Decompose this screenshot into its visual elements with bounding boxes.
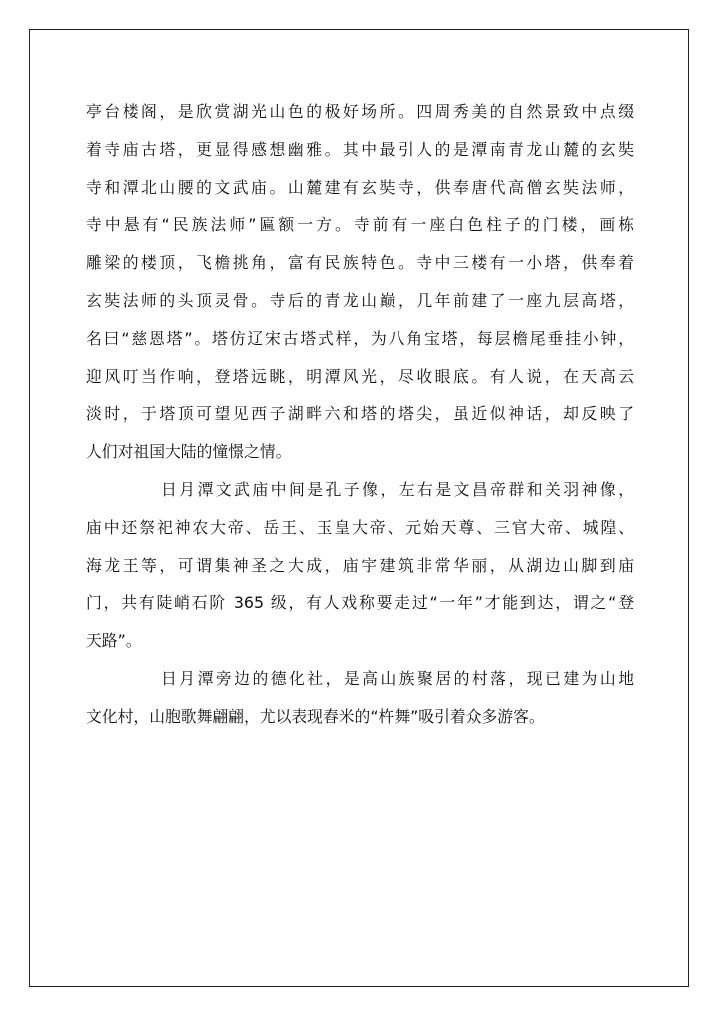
text-line: 人们对祖国大陆的憧憬之情。 (86, 442, 292, 462)
text-line: 玄奘法师的头顶灵骨。寺后的青龙山巅，几年前建了一座九层高塔， (86, 290, 634, 310)
text-line: 淡时，于塔顶可望见西子湖畔六和塔的塔尖，虽近似神话，却反映了 (86, 404, 634, 424)
text-line: 海龙王等，可谓集神圣之大成，庙宇建筑非常华丽，从湖边山脚到庙 (86, 555, 634, 575)
text-line: 亭台楼阁，是欣赏湖光山色的极好场所。四周秀美的自然景致中点缀 (86, 102, 634, 121)
paragraph-2 (86, 471, 634, 660)
text-line: 庙中还祭祀神农大帝、岳王、玉皇大帝、元始天尊、三官大帝、城隍、 (86, 517, 634, 537)
text-line: 寺中悬有“民族法师”匾额一方。寺前有一座白色柱子的门楼，画栋 (86, 215, 634, 235)
text-line: 天路”。 (86, 631, 142, 651)
text-line: 日月潭文武庙中间是孔子像，左右是文昌帝群和关羽神像， (161, 479, 634, 499)
text-line: 名曰“慈恩塔”。塔仿辽宋古塔式样，为八角宝塔，每层檐尾垂挂小钟， (86, 328, 634, 348)
text-line: 日月潭旁边的德化社，是高山族聚居的村落，现已建为山地 (161, 668, 634, 688)
text-line: 寺和潭北山腰的文武庙。山麓建有玄奘寺，供奉唐代高僧玄奘法师， (86, 177, 634, 197)
text-line: 文化村，山胞歌舞翩翩，尤以表现舂米的“杵舞”吸引着众多游客。 (86, 706, 545, 726)
document-body (86, 93, 634, 736)
paragraph-3 (86, 660, 634, 736)
paragraph-1 (86, 93, 634, 471)
text-line: 门，共有陡峭石阶 365 级，有人戏称要走过“一年”才能到达，谓之“登 (86, 593, 634, 613)
text-line: 着寺庙古塔，更显得感想幽雅。其中最引人的是潭南青龙山麓的玄奘 (86, 139, 634, 159)
text-line: 雕梁的楼顶，飞檐挑角，富有民族特色。寺中三楼有一小塔，供奉着 (86, 253, 634, 273)
text-line: 迎风叮当作响，登塔远眺，明潭风光，尽收眼底。有人说，在天高云 (86, 366, 634, 386)
